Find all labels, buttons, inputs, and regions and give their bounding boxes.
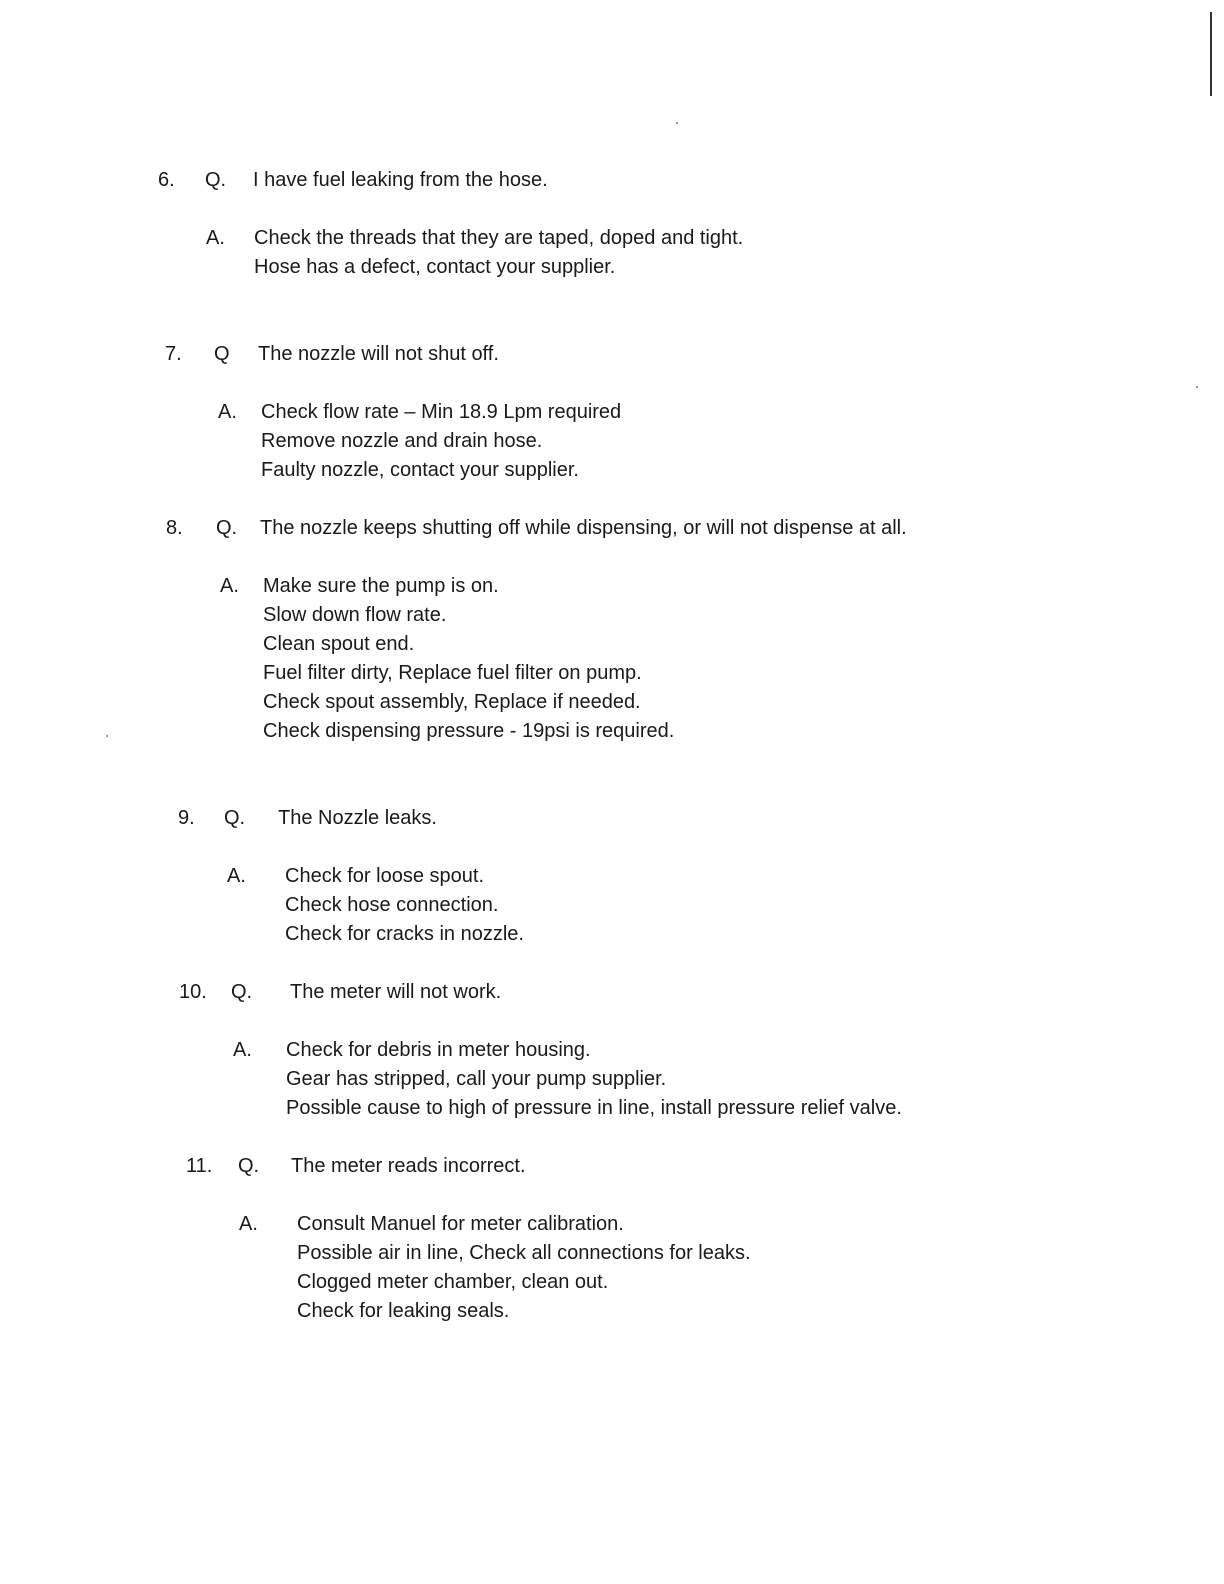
answer-lines xyxy=(285,862,524,949)
answer-line: Check for cracks in nozzle. xyxy=(285,923,524,945)
answer-label: A. xyxy=(233,1039,252,1061)
answer-line: Check flow rate – Min 18.9 Lpm required xyxy=(261,401,622,423)
question-label: Q. xyxy=(216,517,238,539)
answer-line: Check hose connection. xyxy=(285,894,499,916)
answer-label: A. xyxy=(220,575,239,597)
answer-line: Check dispensing pressure - 19psi is required. xyxy=(263,720,675,742)
item-number: 6. xyxy=(158,169,175,191)
item-number: 10. xyxy=(179,981,207,1003)
answer-line: Gear has stripped, call your pump supplier. xyxy=(286,1068,667,1090)
answer-label: A. xyxy=(206,227,225,249)
question-label: Q. xyxy=(238,1155,260,1177)
question-text: The Nozzle leaks. xyxy=(278,807,437,829)
answer-line: Check the threads that they are taped, doped and tight. xyxy=(254,227,744,249)
question-label: Q. xyxy=(231,981,253,1003)
scan-speck xyxy=(676,122,678,124)
answer-label: A. xyxy=(218,401,237,423)
answer-line: Check for leaking seals. xyxy=(297,1300,510,1322)
question-text: The meter reads incorrect. xyxy=(291,1155,526,1177)
item-number: 11. xyxy=(186,1155,213,1177)
question-text: The nozzle keeps shutting off while dispensing, or will not dispense at all. xyxy=(260,517,907,539)
answer-lines xyxy=(254,224,743,282)
item-number: 9. xyxy=(178,807,195,829)
answer-line: Fuel filter dirty, Replace fuel filter on pump. xyxy=(263,662,642,684)
answer-line: Make sure the pump is on. xyxy=(263,575,499,597)
question-text: I have fuel leaking from the hose. xyxy=(253,169,548,191)
answer-line: Possible cause to high of pressure in line, install pressure relief valve. xyxy=(286,1097,902,1119)
answer-line: Check for debris in meter housing. xyxy=(286,1039,591,1061)
answer-line: Check for loose spout. xyxy=(285,865,484,887)
answer-line: Clean spout end. xyxy=(263,633,415,655)
answer-line: Faulty nozzle, contact your supplier. xyxy=(261,459,579,481)
answer-lines xyxy=(263,572,674,746)
answer-line: Slow down flow rate. xyxy=(263,604,447,626)
scan-speck xyxy=(1196,386,1198,388)
question-label: Q xyxy=(214,343,230,365)
answer-label: A. xyxy=(239,1213,258,1235)
answer-line: Consult Manuel for meter calibration. xyxy=(297,1213,624,1235)
question-text: The nozzle will not shut off. xyxy=(258,343,499,365)
answer-line: Clogged meter chamber, clean out. xyxy=(297,1271,609,1293)
question-label: Q. xyxy=(224,807,246,829)
answer-lines xyxy=(261,398,621,485)
item-number: 7. xyxy=(165,343,182,365)
answer-line: Remove nozzle and drain hose. xyxy=(261,430,543,452)
question-text: The meter will not work. xyxy=(290,981,502,1003)
scan-speck xyxy=(106,735,108,737)
answer-label: A. xyxy=(227,865,246,887)
answer-line: Possible air in line, Check all connections for leaks. xyxy=(297,1242,751,1264)
item-number: 8. xyxy=(166,517,183,539)
answer-line: Check spout assembly, Replace if needed. xyxy=(263,691,641,713)
answer-line: Hose has a defect, contact your supplier. xyxy=(254,256,616,278)
scan-edge-mark xyxy=(1210,12,1212,96)
question-label: Q. xyxy=(205,169,227,191)
answer-lines xyxy=(297,1210,751,1326)
answer-lines xyxy=(286,1036,902,1123)
